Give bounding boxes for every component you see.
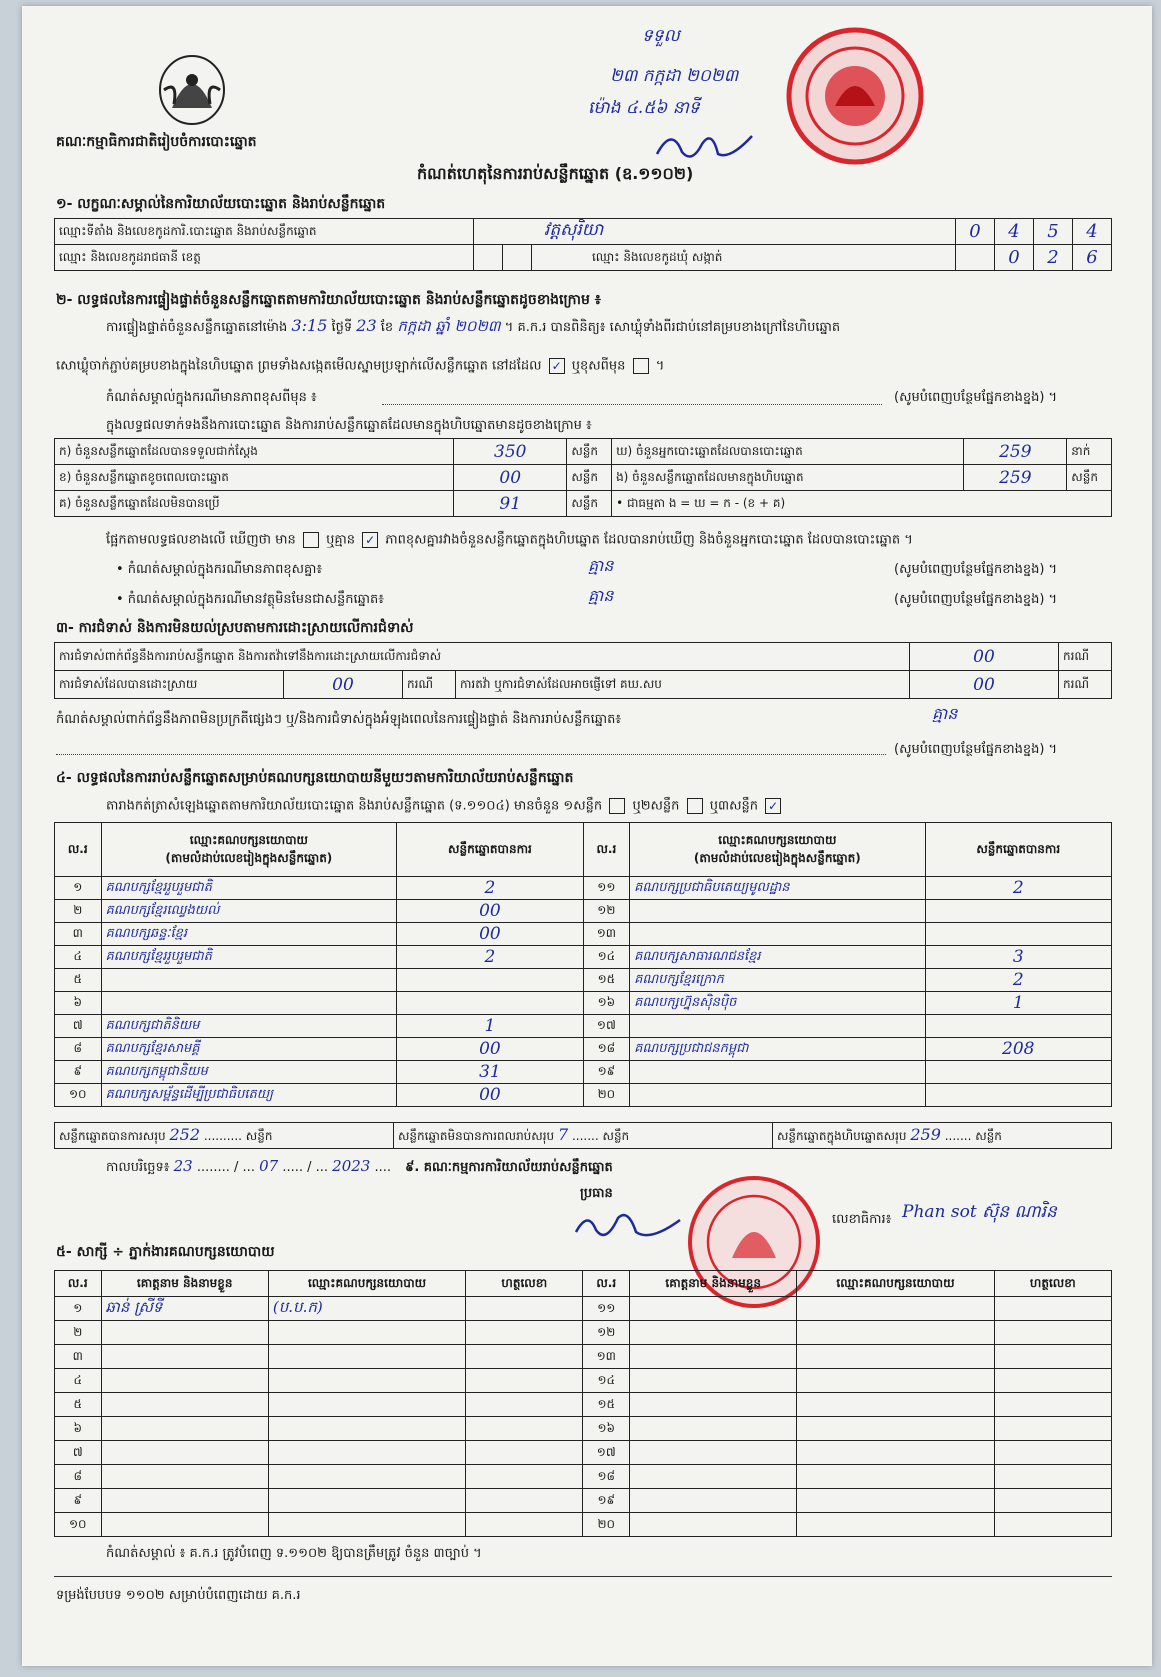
table-row	[55, 969, 1112, 992]
footer-note: កំណត់សម្គាល់ ៖ គ.ក.រ ត្រូវបំពេញ ទ.១១០២ ឱ្យបានត្រឹមត្រូវ ចំនួន ៣ច្បាប់ ។	[106, 1546, 482, 1561]
party-name: គណបក្សជាតិនិយម	[101, 1015, 397, 1038]
no-diff-checkbox[interactable]: ✓	[362, 532, 378, 548]
witness-name	[630, 1321, 797, 1345]
difference-note-hint: (សូមបំពេញបន្ថែមផ្នែកខាងខ្នង) ។	[894, 390, 1058, 405]
party-no: ៩	[55, 1061, 102, 1084]
party-name: គណបក្សប្រជាជនកម្ពុជា	[630, 1038, 925, 1061]
witness-signature	[994, 1417, 1111, 1441]
party-no: ១១	[583, 877, 630, 900]
witness-signature	[466, 1393, 583, 1417]
witness-signature	[466, 1321, 583, 1345]
witness-party	[268, 1417, 465, 1441]
party-votes	[925, 1061, 1111, 1084]
receipt-date: ២៣ កក្កដា ២០២៣	[610, 66, 739, 86]
witness-name	[630, 1297, 797, 1321]
witness-name	[630, 1345, 797, 1369]
party-no: ១៤	[583, 946, 630, 969]
witness-name	[101, 1441, 268, 1465]
commune-code-1: 0	[995, 245, 1034, 271]
witness-signature	[466, 1489, 583, 1513]
party-no: ៦	[55, 992, 102, 1015]
witness-party	[797, 1489, 994, 1513]
witness-signature	[466, 1297, 583, 1321]
witness-signature	[466, 1441, 583, 1465]
witness-no: ១៤	[583, 1369, 630, 1393]
witness-name	[630, 1465, 797, 1489]
party-no: ៤	[55, 946, 102, 969]
witness-signature	[466, 1345, 583, 1369]
witness-no: ២	[55, 1321, 102, 1345]
witness-signature	[994, 1393, 1111, 1417]
party-name: គណបក្សខ្មែរឈ្វេងយល់	[101, 900, 397, 923]
objections-forwarded: 00	[910, 671, 1059, 699]
chair-signature	[570, 1204, 690, 1248]
verification-line-2: សោឃ្លុំចាក់ភ្ជាប់គម្របខាងក្នុងនៃហិបឆ្នោត ព្រមទាំងសង្កេតមើលស្នាមប្រឡាក់លើសន្លឹកឆ្នោត នៅដដែល ✓ ឬខុសពីមុន ។	[56, 358, 665, 374]
party-votes: 2	[925, 969, 1111, 992]
section1-heading: ១- លក្ខណៈសម្គាល់នៃការិយាល័យបោះឆ្នោត និងរាប់សន្លឹកឆ្នោត	[56, 196, 386, 212]
ballots-in-box: 259	[964, 465, 1067, 491]
ballots-unused: 91	[454, 491, 567, 517]
witness-party	[797, 1465, 994, 1489]
witness-no: ១១	[583, 1297, 630, 1321]
table-row	[55, 1345, 1112, 1369]
irregularity-note-value: គ្មាន	[932, 704, 958, 723]
total-invalid: 7	[557, 1125, 569, 1144]
witness-name	[101, 1417, 268, 1441]
witness-name	[630, 1417, 797, 1441]
party-no: ២០	[583, 1084, 630, 1107]
witness-name	[101, 1489, 268, 1513]
diff-note-label: • កំណត់សម្គាល់ក្នុងករណីមានភាពខុសគ្នា៖	[116, 562, 323, 577]
party-votes: 00	[397, 1084, 583, 1107]
ballots-spoiled: 00	[454, 465, 567, 491]
witness-party	[797, 1321, 994, 1345]
witness-party	[268, 1489, 465, 1513]
tally-sheet-line: តារាងកត់ត្រាសំឡេងឆ្នោតតាមការិយាល័យបោះឆ្នោត និងរាប់សន្លឹកឆ្នោត (ទ.១១០៤) មានចំនួន ១សន្លឹក ឬ២សន្លឹក ឬ៣សន្លឹក ✓	[106, 798, 784, 815]
table-row	[55, 946, 1112, 969]
party-votes: 3	[925, 946, 1111, 969]
party-no: ៨	[55, 1038, 102, 1061]
witness-signature	[994, 1441, 1111, 1465]
party-name: គណបក្សឆន្ទៈខ្មែរ	[101, 923, 397, 946]
party-votes: 2	[925, 877, 1111, 900]
two-sheet-checkbox[interactable]	[687, 798, 703, 814]
party-no: ១	[55, 877, 102, 900]
witness-name	[101, 1345, 268, 1369]
witness-table: ល.រ គោត្តនាម និងនាមខ្លួន ឈ្មោះគណបក្សនយោបាយ ហត្ថលេខា ល.រ គោត្តនាម និងនាមខ្លួន ឈ្មោះគណបក្សនយោបាយ ហត្ថលេខា ១ ឆាន់ ស្រីទី (ប.ប.ក) ១១ ២ ១២ ៣ ១៣ ៤ ១៤ ៥ ១៥ ៦ ១៦ ៧ ១៧ ៨ ១៨ ៩ ១៩ ១០ ២០	[54, 1270, 1112, 1537]
party-name: គណបក្សខ្មែររួបរួមជាតិ	[101, 877, 397, 900]
witness-name	[630, 1441, 797, 1465]
party-votes	[397, 969, 583, 992]
party-votes	[925, 923, 1111, 946]
witness-no: ១៧	[583, 1441, 630, 1465]
commune-code-2: 2	[1034, 245, 1073, 271]
party-votes: 00	[397, 923, 583, 946]
party-name: គណបក្សខ្មែរក្រោក	[630, 969, 925, 992]
ballot-count-table: ក) ចំនួនសន្លឹកឆ្នោតដែលបានទទួលជាក់ស្តែង 350 សន្លឹក ឃ) ចំនួនអ្នកបោះឆ្នោតដែលបានបោះឆ្នោត 259 នាក់ ខ) ចំនួនសន្លឹកឆ្នោតខូចពេលបោះឆ្នោត 00 សន្លឹក ង) ចំនួនសន្លឹកឆ្នោតដែលមានក្នុងហិបឆ្នោត 259 សន្លឹក គ) ចំនួនសន្លឹកឆ្នោតដែលមិនបានប្រើ 91 សន្លឹក • ជាធម្មតា ង = ឃ = ក - (ខ + គ)	[54, 438, 1112, 517]
party-no: ១៣	[583, 923, 630, 946]
diff-note-value: គ្មាន	[588, 556, 614, 575]
party-votes: 2	[397, 877, 583, 900]
party-votes	[925, 1015, 1111, 1038]
witness-signature	[994, 1321, 1111, 1345]
party-no: ៧	[55, 1015, 102, 1038]
irregularity-note-label: កំណត់សម្គាល់ពាក់ព័ន្ធនឹងភាពមិនប្រក្រតីផ្សេងៗ ឬ/និងការជំទាស់ក្នុងអំឡុងពេលនៃការផ្ទៀងផ្ទាត់ និងការរាប់សន្លឹកឆ្នោត៖	[56, 712, 622, 727]
date-month: 07	[259, 1157, 279, 1175]
witness-party	[797, 1345, 994, 1369]
place-code-4: 4	[1073, 219, 1112, 245]
witness-signature	[466, 1513, 583, 1537]
party-name	[630, 1015, 925, 1038]
party-no: ១០	[55, 1084, 102, 1107]
voters-voted: 259	[964, 439, 1067, 465]
party-name: គណបក្សកម្ពុជានិយម	[101, 1061, 397, 1084]
witness-signature	[994, 1369, 1111, 1393]
place-label: ឈ្មោះទីតាំង និងលេខកូដការិ.បោះឆ្នោត និងរាប់សន្លឹកឆ្នោត	[55, 219, 474, 245]
party-name: គណបក្សប្រជាធិបតេយ្យមូលដ្ឋាន	[630, 877, 925, 900]
witness-signature	[994, 1465, 1111, 1489]
table-row	[55, 1321, 1112, 1345]
place-code-1: 0	[956, 219, 995, 245]
witness-party	[268, 1513, 465, 1537]
witness-name	[101, 1465, 268, 1489]
objections-count: 00	[910, 643, 1059, 671]
witness-party	[268, 1393, 465, 1417]
committee-name: គណៈកម្មាធិការជាតិរៀបចំការបោះឆ្នោត	[56, 134, 257, 150]
objections-table: ការជំទាស់ពាក់ព័ន្ធនឹងការរាប់សន្លឹកឆ្នោត និងការតវ៉ាទៅនឹងការដោះស្រាយលើការជំទាស់ 00 ករណី ការជំទាស់ដែលបានដោះស្រាយ 00 ករណី ការតវ៉ា ឬការជំទាស់ដែលអាចផ្ញើទៅ គឃ.សប 00 ករណី	[54, 642, 1112, 699]
witness-no: ៤	[55, 1369, 102, 1393]
witness-party	[797, 1393, 994, 1417]
difference-note-label: កំណត់សម្គាល់ក្នុងករណីមានភាពខុសពីមុន ៖	[106, 390, 317, 405]
commune-label: ឈ្មោះ និងលេខកូដឃុំ សង្កាត់	[532, 245, 956, 271]
party-no: ១៧	[583, 1015, 630, 1038]
ballots-received: 350	[454, 439, 567, 465]
table-row	[55, 877, 1112, 900]
party-name	[630, 1061, 925, 1084]
party-no: ១២	[583, 900, 630, 923]
party-votes: 2	[397, 946, 583, 969]
total-valid: 252	[169, 1125, 201, 1144]
witness-no: ៩	[55, 1489, 102, 1513]
witness-no: ១២	[583, 1321, 630, 1345]
nec-emblem-icon	[152, 50, 232, 128]
receipt-signature	[652, 124, 762, 168]
witness-no: ១០	[55, 1513, 102, 1537]
party-results-table: ល.រ ឈ្មោះគណបក្សនយោបាយ (តាមលំដាប់លេខរៀងក្នុងសន្លឹកឆ្នោត) សន្លឹកឆ្នោតបានការ ល.រ ឈ្មោះគណបក្សនយោបាយ (តាមលំដាប់លេខរៀងក្នុងសន្លឹកឆ្នោត) សន្លឹកឆ្នោតបានការ ១ គណបក្សខ្មែររួបរួមជាតិ 2 ១១ គណបក្សប្រជាធិបតេយ្យមូលដ្ឋាន 2 ២ គណបក្សខ្មែរឈ្វេងយល់ 00 ១២ ៣ គណបក្សឆន្ទៈខ្មែរ 00 ១៣ ៤ គណបក្សខ្មែររួបរួមជាតិ 2 ១៤ គណបក្សសាធារណជនខ្មែរ 3 ៥ ១៥ គណបក្សខ្មែរក្រោក 2 ៦ ១៦ គណបក្សហ្វ៊ុនស៊ិនប៉ិច 1 ៧ គណបក្សជាតិនិយម 1 ១៧ ៨ គណបក្សខ្មែរសាមគ្គី 00 ១៨ គណបក្សប្រជាជនកម្ពុជា 208 ៩ គណបក្សកម្ពុជានិយម 31 ១៩ ១០ គណបក្សសម្ព័ន្ធដើម្បីប្រជាធិបតេយ្យ 00 ២០	[54, 822, 1112, 1107]
party-name	[630, 1084, 925, 1107]
verification-time: 3:15	[291, 316, 328, 335]
witness-name	[630, 1393, 797, 1417]
witness-name: ឆាន់ ស្រីទី	[101, 1297, 268, 1321]
place-code-3: 5	[1034, 219, 1073, 245]
date-line: កាលបរិច្ឆេទ៖ 23 ........ / ... 07 ..... / ... 2023 .... ៩. គណៈកម្មការការិយាល័យរាប់សន្លឹកឆ្នោត	[106, 1157, 613, 1175]
table-row	[55, 1369, 1112, 1393]
party-name	[630, 900, 925, 923]
witness-name	[630, 1513, 797, 1537]
witness-no: ៥	[55, 1393, 102, 1417]
witness-no: ៧	[55, 1441, 102, 1465]
witness-signature	[994, 1489, 1111, 1513]
table-row	[55, 1417, 1112, 1441]
party-votes: 1	[925, 992, 1111, 1015]
party-votes: 00	[397, 1038, 583, 1061]
party-name: គណបក្សសម្ព័ន្ធដើម្បីប្រជាធិបតេយ្យ	[101, 1084, 397, 1107]
witness-no: ៦	[55, 1417, 102, 1441]
party-no: ១៨	[583, 1038, 630, 1061]
witness-no: ១	[55, 1297, 102, 1321]
witness-no: ២០	[583, 1513, 630, 1537]
table-row	[55, 1297, 1112, 1321]
verification-day: 23	[356, 316, 377, 335]
party-name: គណបក្សខ្មែររួបរួមជាតិ	[101, 946, 397, 969]
witness-party	[268, 1465, 465, 1489]
party-votes: 1	[397, 1015, 583, 1038]
secretary-label: លេខាធិការ៖	[832, 1212, 892, 1227]
consistency-line: ផ្អែកតាមលទ្ធផលខាងលើ ឃើញថា មាន ឬគ្មាន ✓ ភាពខុសគ្នារវាងចំនួនសន្លឹកឆ្នោតក្នុងហិបឆ្នោត ដែលបានរាប់ឃើញ និងចំនួនអ្នកបោះឆ្នោត ដែលបានបោះឆ្នោត ។	[106, 532, 913, 548]
chair-label: ប្រធាន	[580, 1186, 613, 1201]
party-no: ២	[55, 900, 102, 923]
total-in-box: 259	[910, 1125, 941, 1144]
witness-no: ១៨	[583, 1465, 630, 1489]
secretary-signature: Phan sot ស៊ុន ណារិន	[902, 1202, 1057, 1222]
commune-code-3: 6	[1073, 245, 1112, 271]
party-votes	[925, 1084, 1111, 1107]
witness-signature	[466, 1465, 583, 1489]
witness-party	[797, 1369, 994, 1393]
date-year: 2023	[332, 1157, 371, 1175]
has-diff-checkbox[interactable]	[303, 532, 319, 548]
table-row	[55, 1393, 1112, 1417]
invalid-note-label: • កំណត់សម្គាល់ក្នុងករណីមានវត្ថុមិនមែនជាសន្លឹកឆ្នោត៖	[116, 592, 384, 607]
party-no: ៣	[55, 923, 102, 946]
receipt-time: ម៉ោង ៤.៥៦ នាទី	[588, 98, 700, 118]
section3-heading: ៣- ការជំទាស់ និងការមិនយល់ស្របតាមការដោះស្រាយលើការជំទាស់	[56, 620, 414, 636]
party-name	[101, 969, 397, 992]
witness-party	[797, 1441, 994, 1465]
place-code-2: 4	[995, 219, 1034, 245]
table-row	[55, 1084, 1112, 1107]
witness-signature	[466, 1369, 583, 1393]
verification-month: កក្កដា ឆ្នាំ ២០២៣	[397, 317, 501, 335]
table-row	[55, 1513, 1112, 1537]
witness-no: ៣	[55, 1345, 102, 1369]
party-votes: 31	[397, 1061, 583, 1084]
table-row	[55, 1015, 1112, 1038]
form-title: កំណត់ហេតុនៃការរាប់សន្លឹកឆ្នោត (ឧ.១១០២)	[417, 164, 694, 183]
witness-signature	[466, 1417, 583, 1441]
witness-name	[101, 1393, 268, 1417]
table-row	[55, 1441, 1112, 1465]
table-row	[55, 900, 1112, 923]
one-sheet-checkbox[interactable]	[609, 798, 625, 814]
witness-no: ១៥	[583, 1393, 630, 1417]
witness-party	[268, 1369, 465, 1393]
witness-party: (ប.ប.ក)	[268, 1297, 465, 1321]
section1-table	[54, 218, 1112, 271]
date-day: 23	[173, 1157, 193, 1175]
witness-name	[630, 1369, 797, 1393]
witness-name	[630, 1489, 797, 1513]
results-intro: ក្នុងលទ្ធផលទាក់ទងនឹងការបោះឆ្នោត និងការរាប់សន្លឹកឆ្នោតដែលមានក្នុងហិបឆ្នោតមានដូចខាងក្រោម ៖	[106, 418, 592, 433]
place-value: វត្តសុរិយា	[474, 219, 956, 245]
party-no: ១៩	[583, 1061, 630, 1084]
witness-party	[797, 1417, 994, 1441]
witness-party	[797, 1513, 994, 1537]
party-no: ១៥	[583, 969, 630, 992]
witness-name	[101, 1513, 268, 1537]
formula: • ជាធម្មតា ង = ឃ = ក - (ខ + គ)	[612, 491, 1112, 517]
witness-signature	[994, 1513, 1111, 1537]
form-footer: ទម្រង់បែបបទ ១១០២ សម្រាប់បំពេញដោយ គ.ក.រ	[56, 1588, 301, 1603]
totals-table: សន្លឹកឆ្នោតបានការសរុប 252 .......... សន្លឹក សន្លឹកឆ្នោតមិនបានការពលរាប់សរុប 7 ....... សន្លឹក សន្លឹកឆ្នោតក្នុងហិបឆ្នោតសរុប 259 ....... សន្លឹក	[54, 1122, 1112, 1149]
party-votes	[397, 992, 583, 1015]
same-checkbox[interactable]: ✓	[549, 358, 565, 374]
section5-heading: ៥- សាក្សី ÷ ភ្នាក់ងារគណបក្សនយោបាយ	[56, 1244, 275, 1260]
party-no: ១៦	[583, 992, 630, 1015]
committee-label: ៩. គណៈកម្មការការិយាល័យរាប់សន្លឹកឆ្នោត	[405, 1160, 613, 1175]
witness-name	[101, 1321, 268, 1345]
receipt-received: ទទួល	[642, 26, 680, 46]
different-checkbox[interactable]	[633, 358, 649, 374]
witness-party	[797, 1297, 994, 1321]
official-seal-icon	[785, 26, 925, 166]
table-row	[55, 1489, 1112, 1513]
party-col-header-right: ឈ្មោះគណបក្សនយោបាយ (តាមលំដាប់លេខរៀងក្នុងសន្លឹកឆ្នោត)	[630, 823, 925, 877]
witness-no: ១៣	[583, 1345, 630, 1369]
section4-heading: ៤- លទ្ធផលនៃការរាប់សន្លឹកឆ្នោតសម្រាប់គណបក្សនយោបាយនីមួយៗតាមការិយាល័យរាប់សន្លឹកឆ្នោត	[56, 770, 574, 786]
party-votes	[925, 900, 1111, 923]
three-sheet-checkbox[interactable]: ✓	[765, 798, 781, 814]
party-name	[630, 923, 925, 946]
witness-party	[268, 1321, 465, 1345]
witness-signature	[994, 1345, 1111, 1369]
party-name: គណបក្សហ្វ៊ុនស៊ិនប៉ិច	[630, 992, 925, 1015]
party-name	[101, 992, 397, 1015]
party-votes: 00	[397, 900, 583, 923]
table-row	[55, 992, 1112, 1015]
party-name: គណបក្សសាធារណជនខ្មែរ	[630, 946, 925, 969]
objections-resolved: 00	[284, 671, 403, 699]
table-row	[55, 923, 1112, 946]
witness-signature	[994, 1297, 1111, 1321]
witness-party	[268, 1345, 465, 1369]
table-row	[55, 1038, 1112, 1061]
party-col-header-left: ឈ្មោះគណបក្សនយោបាយ (តាមលំដាប់លេខរៀងក្នុងសន្លឹកឆ្នោត)	[101, 823, 397, 877]
witness-no: ៨	[55, 1465, 102, 1489]
province-label: ឈ្មោះ និងលេខកូដរាជធានី ខេត្ត	[55, 245, 474, 271]
invalid-note-value: គ្មាន	[588, 586, 614, 605]
form-sheet: គណៈកម្មាធិការជាតិរៀបចំការបោះឆ្នោត កំណត់ហេតុនៃការរាប់សន្លឹកឆ្នោត (ឧ.១១០២) ទទួល ២៣ កក្កដា ២០២៣ ម៉ោង ៤.៥៦ នាទី ១- លក្ខណៈសម្គាល់នៃការិយាល័យបោះឆ្នោត និងរាប់សន្លឹកឆ្នោត ឈ្មោះទីតាំង និងលេខកូដការិ.បោះឆ្នោត និងរាប់សន្លឹកឆ្នោត វត្តសុរិយា 0 4 5 4 ឈ្មោះ និងលេខកូដរាជធានី ខេត្ត ឈ្មោះ និងលេខកូដឃុំ សង្កាត់ 0 2 6 ២- លទ្ធផលនៃការផ្ទៀងផ្ទាត់ចំនួនសន្លឹកឆ្នោតតាមការិយាល័យបោះឆ្នោត និងរាប់សន្លឹកឆ្នោតដូចខាងក្រោម ៖ ការផ្ទៀងផ្ទាត់ចំនួនសន្លឹកឆ្នោតនៅម៉ោង 3:15 ថ្ងៃទី 23 ខែ កក្កដា ឆ្នាំ ២០២៣ ។ គ.ក.រ បានពិនិត្យ៖ សោឃ្លុំទាំងពីរជាប់នៅគម្របខាងក្រៅនៃហិបឆ្នោត សោឃ្លុំចាក់ភ្ជាប់គម្របខាងក្នុងនៃហិបឆ្នោត ព្រមទាំងសង្កេតមើលស្នាមប្រឡាក់លើសន្លឹកឆ្នោត នៅដដែល ✓ ឬខុសពីមុន ។ កំណត់សម្គាល់ក្នុងករណីមានភាពខុសពីមុន ៖ (សូមបំពេញបន្ថែមផ្នែកខាងខ្នង) ។ ក្នុងលទ្ធផលទាក់ទងនឹងការបោះឆ្នោត និងការរាប់សន្លឹកឆ្នោតដែលមានក្នុងហិបឆ្នោតមានដូចខាងក្រោម ៖ ក) ចំនួនសន្លឹកឆ្នោតដែលបានទទួលជាក់ស្តែង 350 សន្លឹក ឃ) ចំនួនអ្នកបោះឆ្នោតដែលបានបោះឆ្នោត 259 នាក់ ខ) ចំនួនសន្លឹកឆ្នោតខូចពេលបោះឆ្នោត 00 សន្លឹក ង) ចំនួនសន្លឹកឆ្នោតដែលមានក្នុងហិបឆ្នោត 259 សន្លឹក គ) ចំនួនសន្លឹកឆ្នោតដែលមិនបានប្រើ 91 សន្លឹក • ជាធម្មតា ង = ឃ = ក - (ខ + គ) ផ្អែកតាមលទ្ធផលខាងលើ ឃើញថា មាន ឬគ្មាន ✓ ភាពខុសគ្នារវាងចំនួនសន្លឹកឆ្នោតក្នុងហិបឆ្នោត ដែលបានរាប់ឃើញ និងចំនួនអ្នកបោះឆ្នោត ដែលបានបោះឆ្នោត ។ • កំណត់សម្គាល់ក្នុងករណីមានភាពខុសគ្នា៖ គ្មាន (សូមបំពេញបន្ថែមផ្នែកខាងខ្នង) ។ • កំណត់សម្គាល់ក្នុងករណីមានវត្ថុមិនមែនជាសន្លឹកឆ្នោត៖ គ្មាន (សូមបំពេញបន្ថែមផ្នែកខាងខ្នង) ។ ៣- ការជំទាស់ និងការមិនយល់ស្របតាមការដោះស្រាយលើការជំទាស់ ការជំទាស់ពាក់ព័ន្ធនឹងការរាប់សន្លឹកឆ្នោត និងការតវ៉ាទៅនឹងការដោះស្រាយលើការជំទាស់ 00 ករណី ការជំទាស់ដែលបានដោះស្រាយ 00 ករណី ការតវ៉ា ឬការជំទាស់ដែលអាចផ្ញើទៅ គឃ.សប 00 ករណី កំណត់សម្គាល់ពាក់ព័ន្ធនឹងភាពមិនប្រក្រតីផ្សេងៗ ឬ/និងការជំទាស់ក្នុងអំឡុងពេលនៃការផ្ទៀងផ្ទាត់ និងការរាប់សន្លឹកឆ្នោត៖ គ្មាន (សូមបំពេញបន្ថែមផ្នែកខាងខ្នង) ។ ៤- លទ្ធផលនៃការរាប់សន្លឹកឆ្នោតសម្រាប់គណបក្សនយោបាយនីមួយៗតាមការិយាល័យរាប់សន្លឹកឆ្នោត តារាងកត់ត្រាសំឡេងឆ្នោតតាមការិយាល័យបោះឆ្នោត និងរាប់សន្លឹកឆ្នោត (ទ.១១០៤) មានចំនួន ១សន្លឹក ឬ២សន្លឹក ឬ៣សន្លឹក ✓ ល.រ ឈ្មោះគណបក្សនយោបាយ (តាមលំដាប់លេខរៀងក្នុងសន្លឹកឆ្នោត) សន្លឹកឆ្នោតបានការ ល.រ ឈ្មោះគណបក្សនយោបាយ (តាមលំដាប់លេខរៀងក្នុងសន្លឹកឆ្នោត) សន្លឹកឆ្នោតបានការ ១ គណបក្សខ្មែររួបរួមជាតិ 2 ១១ គណបក្សប្រជាធិបតេយ្យមូលដ្ឋាន 2 ២ គណបក្សខ្មែរឈ្វេងយល់ 00 ១២ ៣ គណបក្សឆន្ទៈខ្មែរ 00 ១៣ ៤ គណបក្សខ្មែររួបរួមជាតិ 2 ១៤ គណបក្សសាធារណជនខ្មែរ 3 ៥ ១៥ គណបក្សខ្មែរក្រោក 2 ៦ ១៦ គណបក្សហ្វ៊ុនស៊ិនប៉ិច 1 ៧ គណបក្សជាតិនិយម 1 ១៧ ៨ គណបក្សខ្មែរសាមគ្គី 00 ១៨ គណបក្សប្រជាជនកម្ពុជា 208 ៩ គណបក្សកម្ពុជានិយម 31 ១៩ ១០ គណបក្សសម្ព័ន្ធដើម្បីប្រជាធិបតេយ្យ 00 ២០ សន្លឹកឆ្នោតបានការសរុប 252 .......... សន្លឹក សន្លឹកឆ្នោតមិនបានការពលរាប់សរុប 7 ....... សន្លឹក សន្លឹកឆ្នោតក្នុងហិបឆ្នោតសរុប 259 ....... សន្លឹក កាលបរិច្ឆេទ៖ 23 ........ / ... 07 ..... / ... 2023 .... ៩. គណៈកម្មការការិយាល័យរាប់សន្លឹកឆ្នោត ប្រធាន លេខាធិការ៖ Phan sot ស៊ុន ណារិន ៥- សាក្សី ÷ ភ្នាក់ងារគណបក្សនយោបាយ ល.រ គោត្តនាម និងនាមខ្លួន ឈ្មោះគណបក្សនយោបាយ ហត្ថលេខា ល.រ គោត្តនាម និងនាមខ្លួន ឈ្មោះគណបក្សនយោបាយ ហត្ថលេខា ១ ឆាន់ ស្រីទី (ប.ប.ក) ១១ ២ ១២ ៣ ១៣ ៤ ១៤ ៥ ១៥ ៦ ១៦ ៧ ១៧ ៨ ១៨ ៩ ១៩ ១០ ២០ កំណត់សម្គាល់ ៖ គ.ក.រ ត្រូវបំពេញ ទ.១១០២ ឱ្យបានត្រឹមត្រូវ ចំនួន ៣ច្បាប់ ។ ទម្រង់បែបបទ ១១០២ សម្រាប់បំពេញដោយ គ.ក.រ	[22, 6, 1152, 1666]
witness-name	[101, 1369, 268, 1393]
party-no: ៥	[55, 969, 102, 992]
table-row	[55, 1465, 1112, 1489]
party-votes: 208	[925, 1038, 1111, 1061]
witness-no: ១៦	[583, 1417, 630, 1441]
section2-heading: ២- លទ្ធផលនៃការផ្ទៀងផ្ទាត់ចំនួនសន្លឹកឆ្នោតតាមការិយាល័យបោះឆ្នោត និងរាប់សន្លឹកឆ្នោតដូចខាងក្រោម ៖	[56, 292, 601, 308]
party-name: គណបក្សខ្មែរសាមគ្គី	[101, 1038, 397, 1061]
witness-no: ១៩	[583, 1489, 630, 1513]
table-row	[55, 1061, 1112, 1084]
witness-party	[268, 1441, 465, 1465]
verification-line-1: ការផ្ទៀងផ្ទាត់ចំនួនសន្លឹកឆ្នោតនៅម៉ោង 3:15 ថ្ងៃទី 23 ខែ កក្កដា ឆ្នាំ ២០២៣ ។ គ.ក.រ បានពិនិត្យ៖ សោឃ្លុំទាំងពីរជាប់នៅគម្របខាងក្រៅនៃហិបឆ្នោត	[106, 316, 841, 335]
